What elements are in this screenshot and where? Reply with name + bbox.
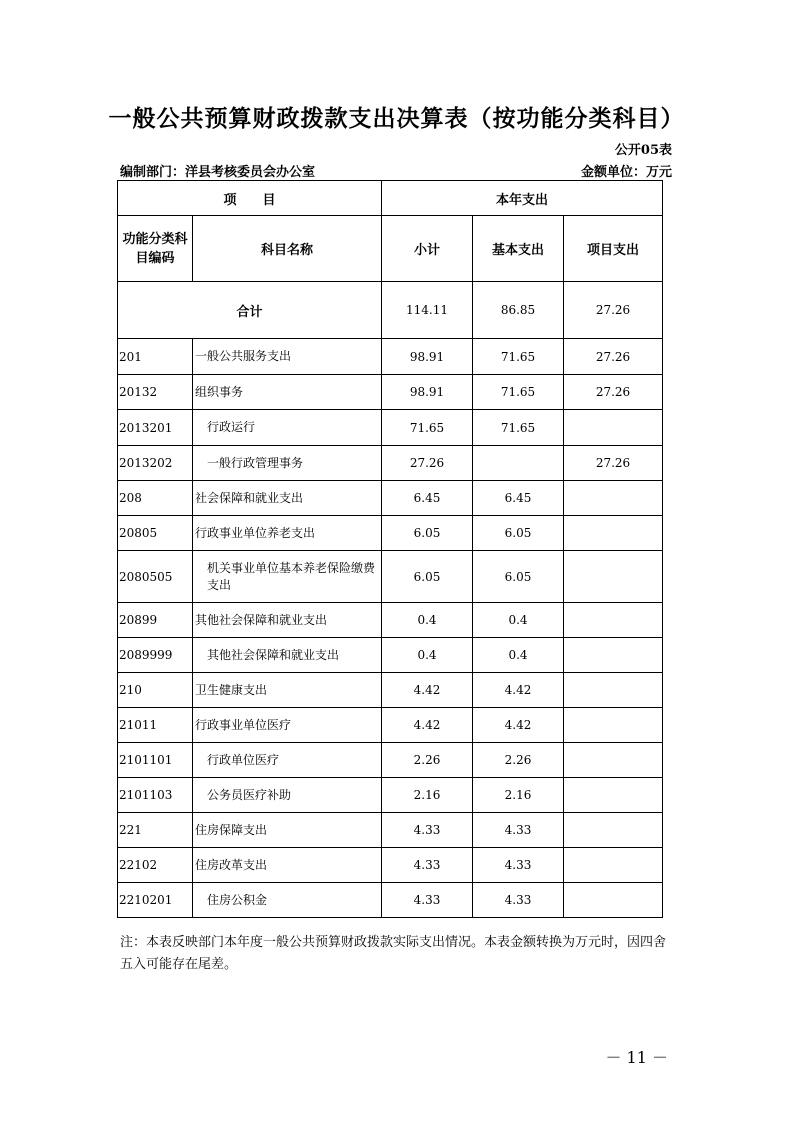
row-name: 一般行政管理事务 <box>193 446 382 481</box>
row-project <box>564 883 663 918</box>
row-code: 2101103 <box>118 778 193 813</box>
table-row <box>118 446 663 481</box>
total-label: 合计 <box>118 282 382 339</box>
page-number: － 11 － <box>605 1048 668 1067</box>
row-name: 其他社会保障和就业支出 <box>193 603 382 638</box>
total-subtotal: 114.11 <box>382 282 473 339</box>
row-project: 27.26 <box>564 375 663 410</box>
row-subtotal: 6.05 <box>382 516 473 551</box>
row-name: 行政运行 <box>193 410 382 446</box>
row-basic: 4.42 <box>473 708 564 743</box>
row-basic <box>473 446 564 481</box>
table-row <box>118 410 663 446</box>
row-project: 27.26 <box>564 446 663 481</box>
row-code: 201 <box>118 339 193 375</box>
row-name: 社会保障和就业支出 <box>193 481 382 516</box>
row-code: 208 <box>118 481 193 516</box>
row-basic: 4.42 <box>473 673 564 708</box>
row-subtotal: 27.26 <box>382 446 473 481</box>
row-basic: 6.05 <box>473 516 564 551</box>
row-basic: 71.65 <box>473 375 564 410</box>
table-row <box>118 743 663 778</box>
unit-label: 金额单位：万元 <box>580 165 672 180</box>
table-row <box>118 848 663 883</box>
row-name: 住房改革支出 <box>193 848 382 883</box>
table-row <box>118 883 663 918</box>
row-basic: 6.05 <box>473 551 564 603</box>
table-row <box>118 481 663 516</box>
header-name: 科目名称 <box>193 216 382 282</box>
row-name: 公务员医疗补助 <box>193 778 382 813</box>
row-basic: 2.16 <box>473 778 564 813</box>
row-code: 22102 <box>118 848 193 883</box>
row-code: 20132 <box>118 375 193 410</box>
page-title: 一般公共预算财政拨款支出决算表（按功能分类科目） <box>108 105 685 132</box>
header-code: 功能分类科目编码 <box>118 216 193 282</box>
row-basic: 71.65 <box>473 410 564 446</box>
row-subtotal: 4.42 <box>382 708 473 743</box>
row-project <box>564 778 663 813</box>
row-name: 其他社会保障和就业支出 <box>193 638 382 673</box>
row-name: 卫生健康支出 <box>193 673 382 708</box>
row-project <box>564 673 663 708</box>
form-code: 公开05表 <box>614 143 672 158</box>
row-subtotal: 0.4 <box>382 603 473 638</box>
row-basic: 6.45 <box>473 481 564 516</box>
row-basic: 2.26 <box>473 743 564 778</box>
row-subtotal: 98.91 <box>382 375 473 410</box>
row-subtotal: 6.45 <box>382 481 473 516</box>
row-subtotal: 0.4 <box>382 638 473 673</box>
row-code: 2101101 <box>118 743 193 778</box>
row-subtotal: 2.16 <box>382 778 473 813</box>
row-subtotal: 2.26 <box>382 743 473 778</box>
total-row <box>118 282 663 339</box>
department-label: 编制部门：洋县考核委员会办公室 <box>120 165 316 180</box>
row-subtotal: 6.05 <box>382 551 473 603</box>
table-row <box>118 516 663 551</box>
row-project <box>564 481 663 516</box>
table-row <box>118 638 663 673</box>
row-name: 组织事务 <box>193 375 382 410</box>
table-row <box>118 673 663 708</box>
row-name: 机关事业单位基本养老保险缴费支出 <box>193 551 382 603</box>
row-subtotal: 4.33 <box>382 883 473 918</box>
table-row <box>118 708 663 743</box>
row-project <box>564 516 663 551</box>
header-project: 项 目 <box>118 181 382 216</box>
row-subtotal: 4.42 <box>382 673 473 708</box>
row-project <box>564 551 663 603</box>
footnote: 注：本表反映部门本年度一般公共预算财政拨款实际支出情况。本表金额转换为万元时，因四舍五入可能存在尾差。 <box>120 935 667 972</box>
row-basic: 4.33 <box>473 883 564 918</box>
expenditure-table <box>117 180 663 918</box>
total-basic: 86.85 <box>473 282 564 339</box>
row-basic: 71.65 <box>473 339 564 375</box>
table-row <box>118 375 663 410</box>
header-current-year: 本年支出 <box>382 181 663 216</box>
table-row <box>118 551 663 603</box>
row-basic: 4.33 <box>473 813 564 848</box>
row-name: 行政事业单位养老支出 <box>193 516 382 551</box>
row-basic: 0.4 <box>473 603 564 638</box>
table-row <box>118 778 663 813</box>
row-project <box>564 848 663 883</box>
row-code: 2080505 <box>118 551 193 603</box>
row-project <box>564 743 663 778</box>
row-basic: 4.33 <box>473 848 564 883</box>
row-code: 2013201 <box>118 410 193 446</box>
row-project <box>564 813 663 848</box>
row-name: 一般公共服务支出 <box>193 339 382 375</box>
row-subtotal: 98.91 <box>382 339 473 375</box>
row-code: 2089999 <box>118 638 193 673</box>
row-name: 行政单位医疗 <box>193 743 382 778</box>
row-code: 221 <box>118 813 193 848</box>
header-basic: 基本支出 <box>473 216 564 282</box>
row-code: 2013202 <box>118 446 193 481</box>
row-code: 20805 <box>118 516 193 551</box>
row-project: 27.26 <box>564 339 663 375</box>
table-row <box>118 339 663 375</box>
row-project <box>564 603 663 638</box>
header-project-expenditure: 项目支出 <box>564 216 663 282</box>
table-row <box>118 603 663 638</box>
total-project: 27.26 <box>564 282 663 339</box>
row-code: 20899 <box>118 603 193 638</box>
row-subtotal: 71.65 <box>382 410 473 446</box>
row-name: 住房保障支出 <box>193 813 382 848</box>
row-name: 行政事业单位医疗 <box>193 708 382 743</box>
row-project <box>564 638 663 673</box>
row-code: 210 <box>118 673 193 708</box>
row-subtotal: 4.33 <box>382 848 473 883</box>
row-basic: 0.4 <box>473 638 564 673</box>
header-subtotal: 小计 <box>382 216 473 282</box>
row-project <box>564 410 663 446</box>
row-code: 21011 <box>118 708 193 743</box>
row-project <box>564 708 663 743</box>
row-subtotal: 4.33 <box>382 813 473 848</box>
row-name: 住房公积金 <box>193 883 382 918</box>
table-row <box>118 813 663 848</box>
row-code: 2210201 <box>118 883 193 918</box>
